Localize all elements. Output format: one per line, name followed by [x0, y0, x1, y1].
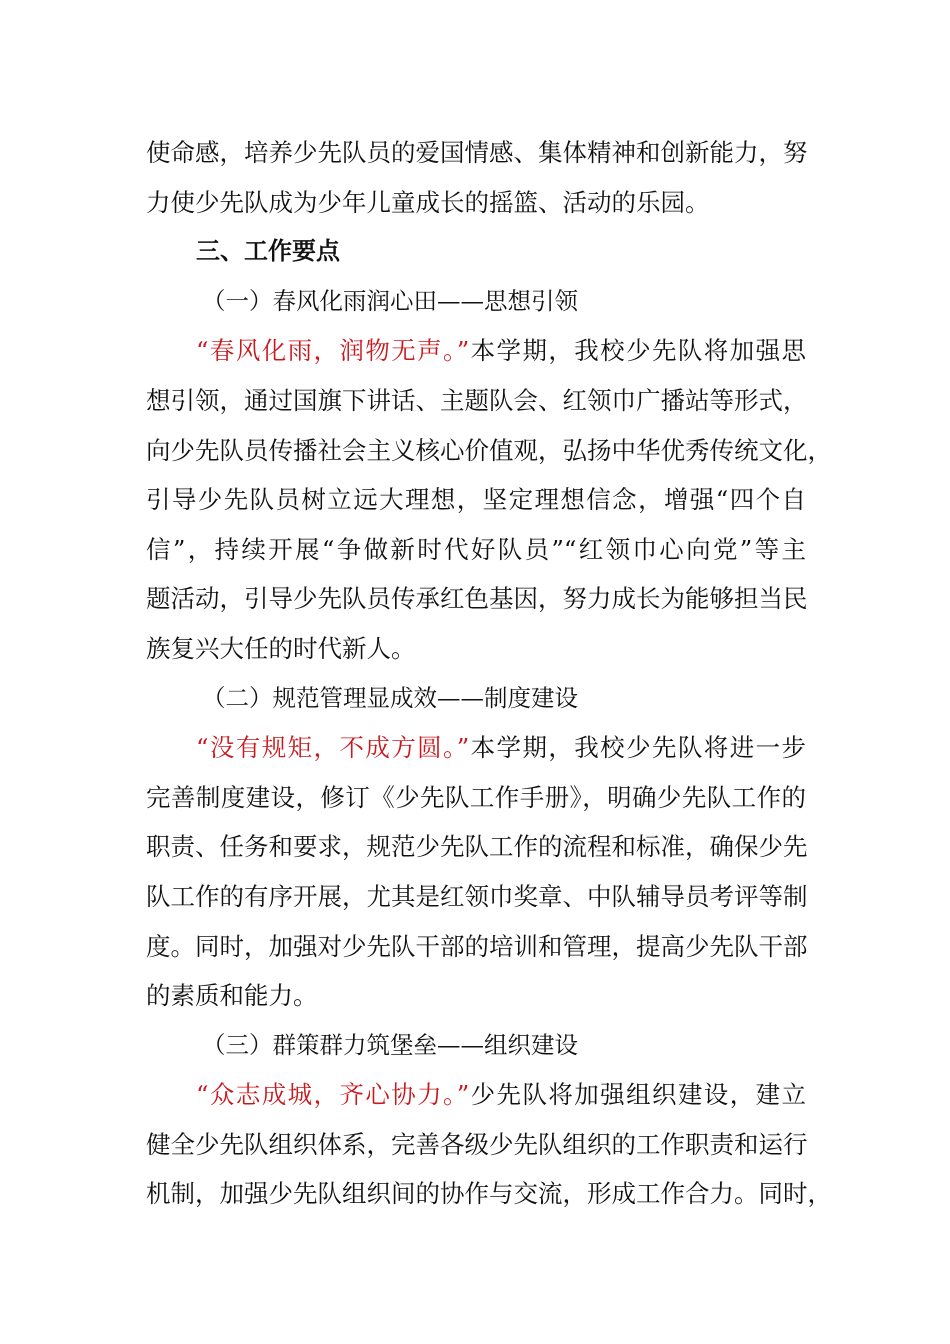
sub2-first-line-text: 本学期，我校少先队将进一步 — [469, 733, 806, 763]
sub2-body-line: 度。同时，加强对少先队干部的培训和管理，提高少先队干部 — [146, 931, 808, 961]
sub1-body-line: 想引领，通过国旗下讲话、主题队会、红领巾广播站等形式， — [146, 385, 808, 415]
sub2-last-line: 的素质和能力。 — [146, 981, 318, 1011]
sub3-body-line: 健全少先队组织体系，完善各级少先队组织的工作职责和运行 — [146, 1129, 808, 1159]
sub1-body-line: 引导少先队员树立远大理想，坚定理想信念，增强“四个自 — [146, 485, 806, 515]
sub1-heading: （一）春风化雨润心田——思想引领 — [202, 286, 578, 315]
sub1-last-line: 族复兴大任的时代新人。 — [146, 633, 416, 663]
intro-line-2: 力使少先队成为少年儿童成长的摇篮、活动的乐园。 — [146, 187, 710, 217]
sub2-first-line — [146, 723, 806, 773]
sub1-body-line: 题活动，引导少先队员传承红色基因，努力成长为能够担当民 — [146, 584, 808, 614]
sub2-body-line: 队工作的有序开展，尤其是红领巾奖章、中队辅导员考评等制 — [146, 881, 808, 911]
sub3-heading: （三）群策群力筑堡垒——组织建设 — [202, 1030, 578, 1059]
sub3-first-line — [146, 1070, 806, 1120]
intro-line-1: 使命感，培养少先队员的爱国情感、集体精神和创新能力，努 — [146, 138, 808, 167]
sub1-quote: “春风化雨，润物无声。” — [196, 336, 470, 366]
sub2-body-line: 职责、任务和要求，规范少先队工作的流程和标准，确保少先 — [146, 832, 808, 862]
sub1-body-line: 向少先队员传播社会主义核心价值观，弘扬中华优秀传统文化， — [146, 435, 832, 465]
sub2-body-line: 完善制度建设，修订《少先队工作手册》，明确少先队工作的 — [146, 782, 806, 812]
sub2-heading: （二）规范管理显成效——制度建设 — [202, 683, 578, 712]
sub1-first-line-text: 本学期，我校少先队将加强思 — [469, 336, 806, 366]
section-heading: 三、工作要点 — [196, 237, 340, 266]
sub1-body-line: 信”，持续开展“争做新时代好队员”“红领巾心向党”等主 — [146, 534, 806, 564]
sub2-quote: “没有规矩，不成方圆。” — [196, 733, 470, 763]
sub3-body-line: 机制，加强少先队组织间的协作与交流，形成工作合力。同时， — [146, 1179, 832, 1209]
document-page — [146, 128, 832, 1219]
sub3-first-line-text: 少先队将加强组织建设，建立 — [469, 1080, 806, 1110]
sub1-first-line — [146, 326, 806, 376]
sub3-quote: “众志成城，齐心协力。” — [196, 1080, 470, 1110]
